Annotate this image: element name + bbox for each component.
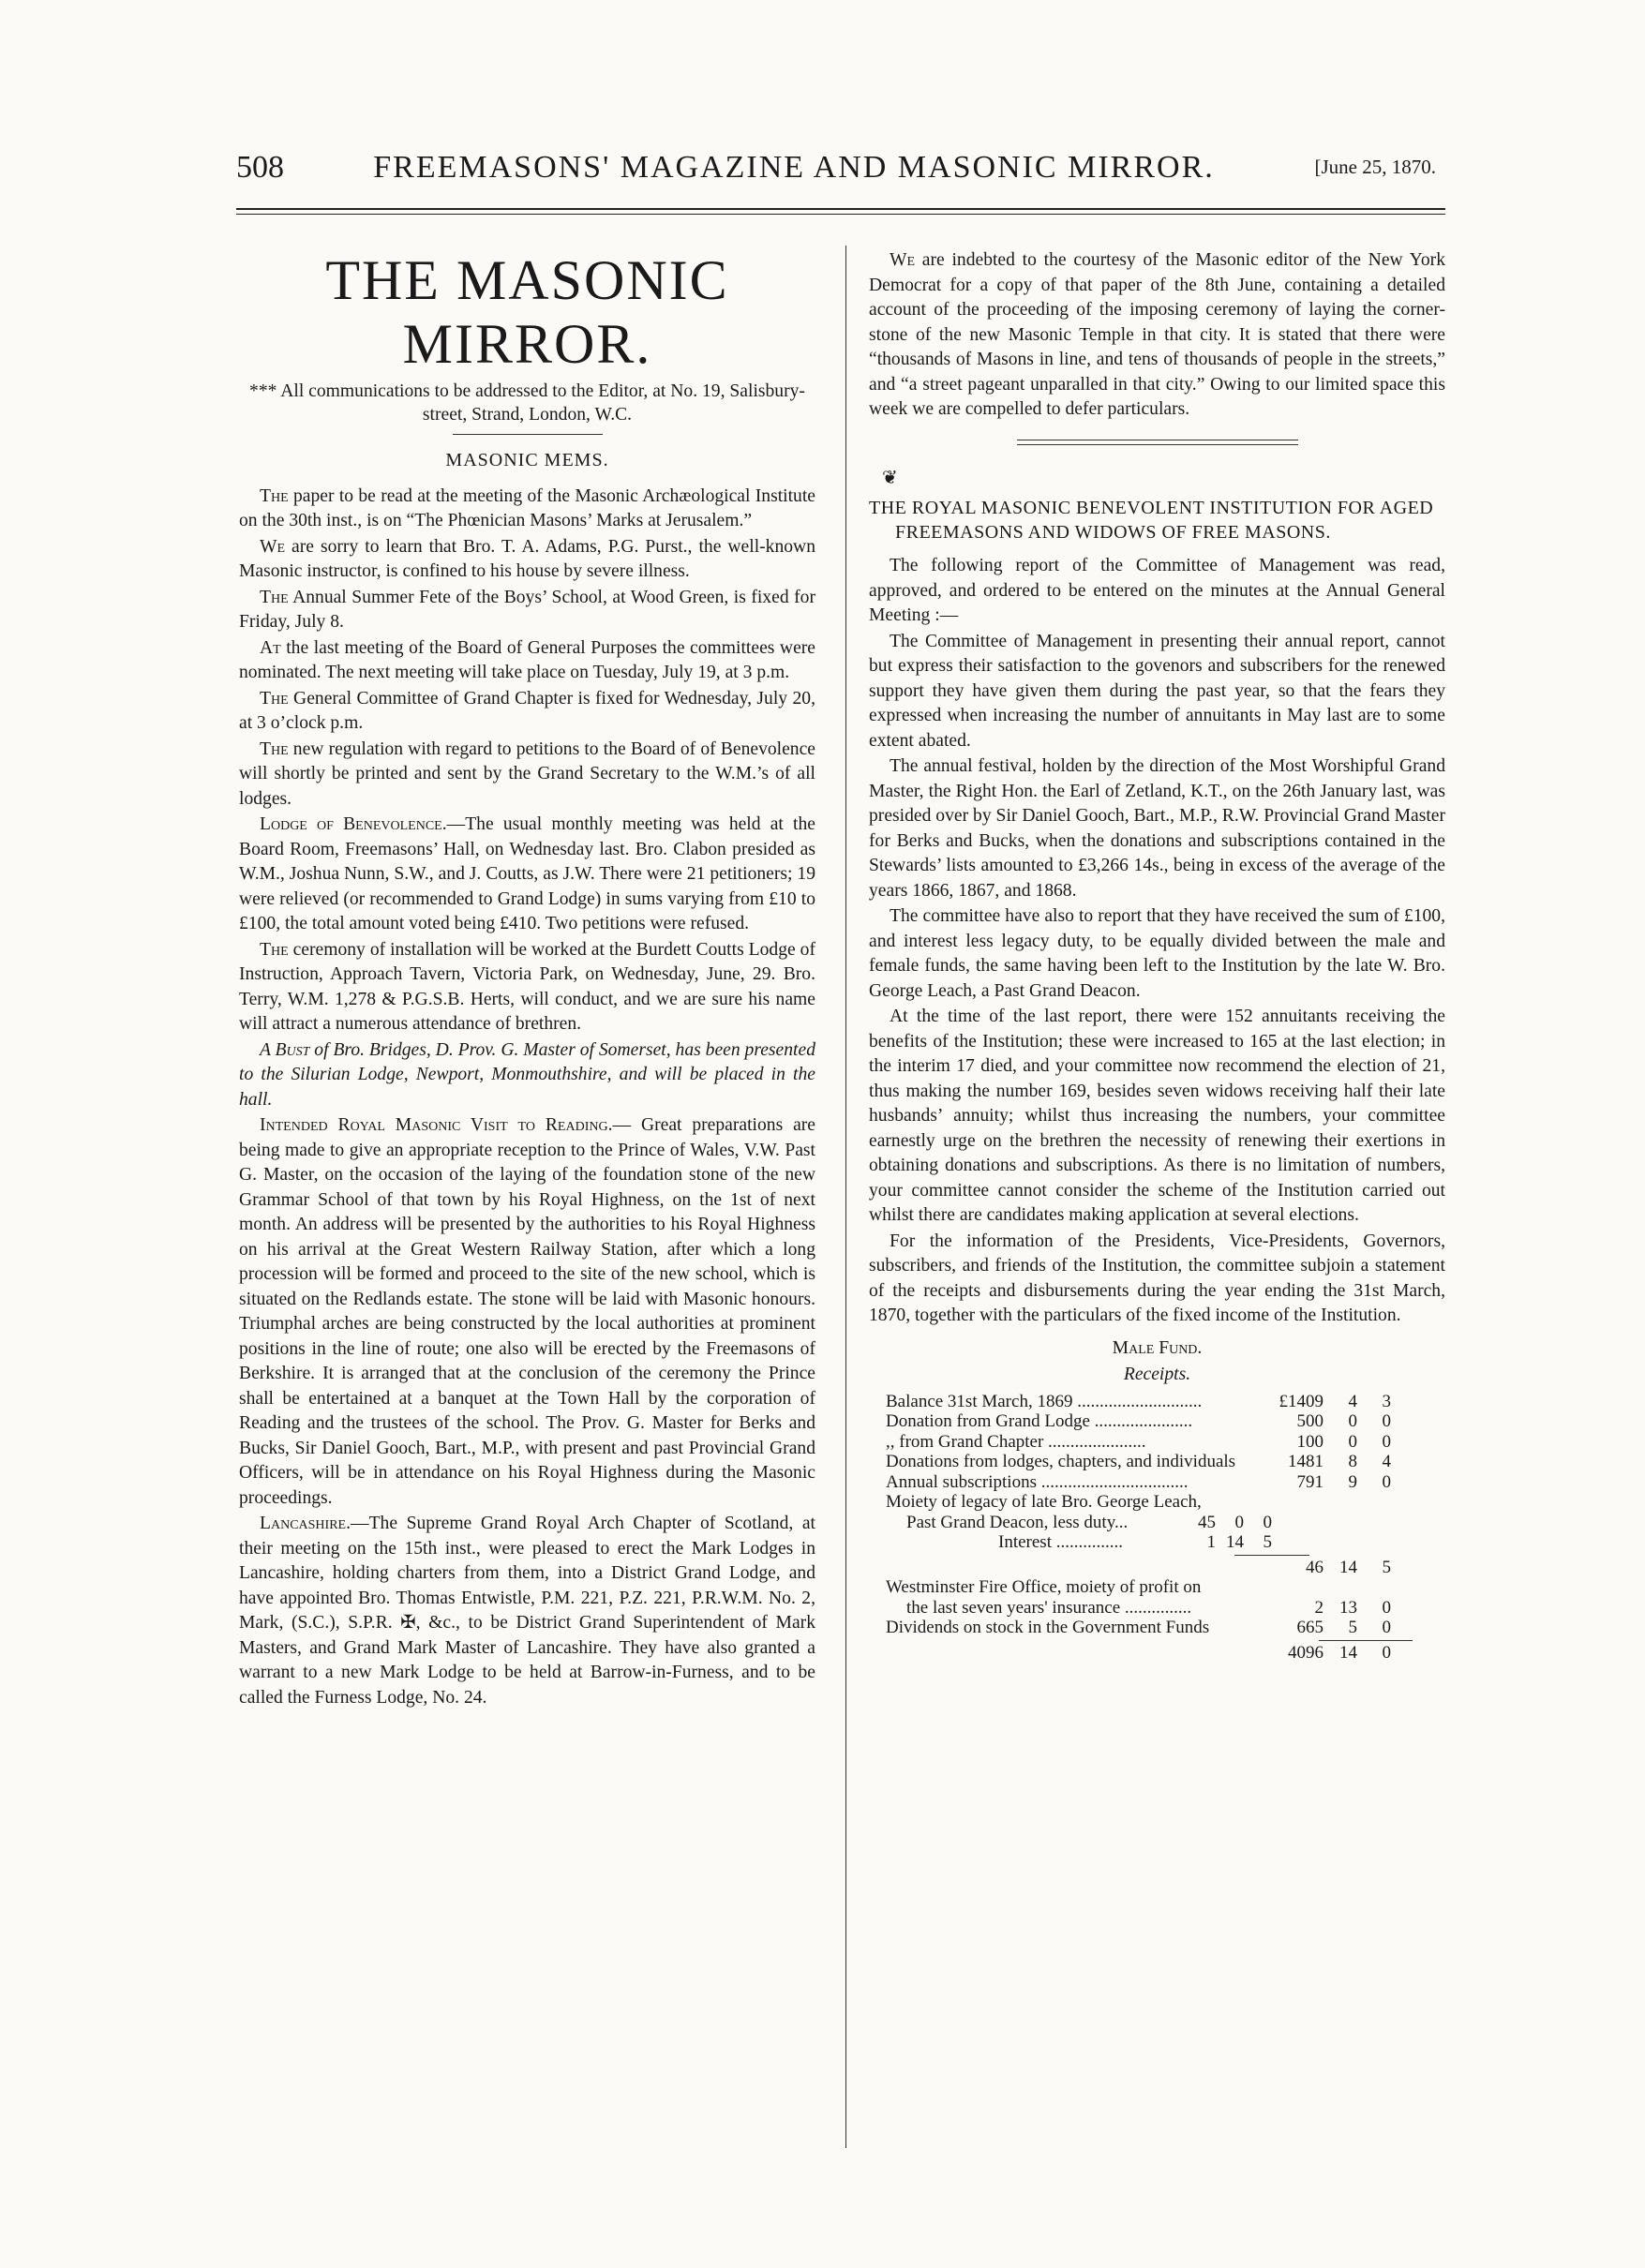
table-row: 46 14 5: [1306, 1557, 1391, 1577]
editor-paragraph: We are indebted to the courtesy of the Masonic editor of the New York Democrat for a copy of that paper of the 8th June, containing a detailed account of the proceeding of the imposing ceremony of laying the corner-stone of the new Masonic Temple in that city. It is stated that there were “thousands of Masons in line, and tens of thousands of people in the streets,” and “a street pageant unparalled in that city.” Owing to our limited space this week we are compelled to defer particulars.: [869, 250, 1445, 419]
table-row: the last seven years' insurance ............... 2 13 0: [906, 1597, 1391, 1618]
report-paragraph: The following report of the Committee of Management was read, approved, and ordered to be entered on the minutes at the Annual General Meeting :—: [869, 556, 1445, 625]
editor-note: *** All communications to be addressed to the Editor, at No. 19, Salisbury-street, Strand, London, W.C.: [249, 381, 805, 425]
mem-paragraph: At the last meeting of the Board of General Purposes the committees were nominated. The next meeting will take place on Tuesday, July 19, at 3 p.m.: [239, 637, 815, 682]
table-row: Donations from lodges, chapters, and individuals 1481 8 4: [886, 1452, 1391, 1471]
mem-paragraph: The Annual Summer Fete of the Boys’ School, at Wood Green, is fixed for Friday, July 8.: [239, 587, 815, 632]
running-head: [236, 150, 1436, 197]
mem-paragraph: The paper to be read at the meeting of the Masonic Archæological Institute on the 30th inst., is on “The Phœnician Masons’ Marks at Jerusalem.”: [239, 485, 815, 530]
report-paragraph: The annual festival, holden by the direction of the Most Worshipful Grand Master, the Right Hon. the Earl of Zetland, K.T., on the 26th January last, was presided over by Sir Daniel Gooch, Bart., M.P., R.W. Provincial Grand Master for Berks and Bucks, when the donations and subscriptions contained in the Stewards’ lists amounted to £3,266 14s., being in excess of the average of the years 1866, 1867, and 1868.: [869, 756, 1445, 901]
mem-paragraph: A Bust of Bro. Bridges, D. Prov. G. Master of Somerset, has been presented to the Silurian Lodge, Newport, Monmouthshire, and will be placed in the hall.: [239, 1039, 815, 1110]
report-paragraph: The committee have also to report that they have received the sum of £100, and interest less legacy duty, to be equally divided between the male and female funds, the same having been left to the Institution by the late W. Bro. George Leach, a Past Grand Deacon.: [869, 906, 1445, 1001]
column-divider: [845, 246, 846, 2148]
divider-rule: [1017, 440, 1298, 445]
accounts-table: [886, 1392, 1445, 1664]
fund-heading: Male Fund.: [1112, 1337, 1203, 1358]
magazine-title: FREEMASONS' MAGAZINE AND MASONIC MIRROR.: [373, 150, 1215, 185]
report-paragraph: For the information of the Presidents, Vice-Presidents, Governors, subscribers, and friends of the Institution, the committee subjoin a statement of the receipts and disbursements during the year ending the 31st March, 1870, together with the particulars of the fixed income of the Institution.: [869, 1231, 1445, 1325]
table-row: Balance 31st March, 1869 ............................ £1409 4 3: [886, 1391, 1391, 1411]
mem-paragraph: The General Committee of Grand Chapter is fixed for Wednesday, July 20, at 3 o’clock p.m.: [239, 688, 815, 733]
table-row: Donation from Grand Lodge ...................... 500 0 0: [886, 1411, 1391, 1431]
report-paragraph: At the time of the last report, there were 152 annuitants receiving the benefits of the Institution; these were increased to 165 at the last election; in the interim 17 died, and your committee now recommend the election of 21, thus making the number 169, besides seven widows receiving half their late husbands’ annuity; whilst thus increasing the numbers, your committee earnestly urge on the brethren the necessity of renewing their exertions in obtaining donations and subscriptions. As there is no limitation of numbers, your committee cannot consider the scheme of the Institution carried out whilst there are candidates making application at several elections.: [869, 1007, 1445, 1225]
table-row-total: 4096 14 0: [1288, 1642, 1391, 1663]
total-rule: [1319, 1640, 1413, 1641]
section-title: THE MASONIC MIRROR.: [325, 249, 729, 375]
mems-heading: MASONIC MEMS.: [445, 450, 609, 470]
table-row: ,, from Grand Chapter ...................... 100 0 0: [886, 1431, 1391, 1452]
page-number: 508: [236, 150, 284, 185]
mem-paragraph: Intended Royal Masonic Visit to Reading.— Great preparations are being made to give an appropriate reception to the Prince of Wales, V.W. Past G. Master, on the occasion of the laying of the foundation stone of the new Grammar School of that town by his Royal Highness, on the 1st of next month. An address will be presented by the authorities to his Royal Highness on his arrival at the Great Western Railway Station, after which a long procession will be formed and proceed to the site of the new school, which is situated on the Redlands estate. The stone will be laid with Masonic honours. Triumphal arches are being constructed by the local authorities at prominent positions in the line of route; one also will be erected by the Freemasons of Berkshire. It is arranged that at the conclusion of the ceremony the Prince shall be entertained at a banquet at the Town Hall by the corporation of Reading and the trustees of the school. The Prov. G. Master for Berks and Bucks, Sir Daniel Gooch, Bart., M.P., with present and past Provincial Grand Officers, will be in attendance on his Royal Highness during the Masonic proceedings.: [239, 1115, 816, 1508]
report-paragraph: The Committee of Management in presenting their annual report, cannot but express their satisfaction to the govenors and subscribers for the renewed support they have given them during the past year, so that the fears they expressed when increasing the number of annuitants in May last are to some extent abated.: [869, 631, 1445, 751]
divider-rule: [453, 434, 603, 435]
table-row: Interest ............... 1 14 5: [998, 1532, 1272, 1552]
header-rule-bottom: [236, 214, 1445, 215]
header-rule-top: [236, 208, 1445, 210]
institution-heading: THE ROYAL MASONIC BENEVOLENT INSTITUTION FOR AGED FREEMASONS AND WIDOWS OF FREE MASONS.: [869, 498, 1434, 543]
mem-paragraph: The new regulation with regard to petitions to the Board of of Benevolence will shortly be printed and sent by the Grand Secretary to the W.M.’s of all lodges.: [239, 739, 815, 809]
receipts-heading: Receipts.: [1123, 1365, 1191, 1384]
table-row: Past Grand Deacon, less duty... 45 0 0: [906, 1512, 1272, 1532]
left-column: [239, 248, 815, 1711]
issue-date: [June 25, 1870.: [1314, 156, 1436, 178]
mem-paragraph: The ceremony of installation will be worked at the Burdett Coutts Lodge of Instruction, Approach Tavern, Victoria Park, on Wednesday, June, 29. Bro. Terry, W.M. 1,278 & P.G.S.B. Herts, will conduct, and we are sure his name will attract a numerous attendance of brethren.: [239, 939, 815, 1034]
fleuron-icon: ❦: [882, 467, 898, 488]
table-row: Dividends on stock in the Government Funds 665 5 0: [886, 1618, 1391, 1637]
right-column: [869, 248, 1445, 1663]
subtotal-rule: [1234, 1555, 1309, 1556]
mem-paragraph: Lancashire.—The Supreme Grand Royal Arch Chapter of Scotland, at their meeting on the 15th inst., were pleased to erect the Mark Lodges in Lancashire, holding charters from them, into a District Grand Lodge, and have appointed Bro. Thomas Entwistle, P.M. 221, P.Z. 221, P.R.W.M. No. 2, Mark, (S.C.), S.P.R. ✠, &c., to be District Grand Superintendent of Mark Masters, and Grand Mark Master of Lancashire. They have also granted a warrant to a new Mark Lodge to be held at Barrow-in-Furness, and to be called the Furness Lodge, No. 24.: [239, 1514, 815, 1708]
mem-paragraph: Lodge of Benevolence.—The usual monthly meeting was held at the Board Room, Freemasons’ Hall, on Wednesday last. Bro. Clabon presided as W.M., Joshua Nunn, S.W., and J. Coutts, as J.W. There were 21 petitioners; 19 were relieved (or recommended to Grand Lodge) in sums varying from £10 to £100, the total amount voted being £410. Two petitions were refused.: [239, 814, 815, 933]
table-row: Annual subscriptions ................................. 791 9 0: [886, 1471, 1391, 1492]
table-row: Westminster Fire Office, moiety of profit on: [886, 1577, 1202, 1597]
table-row: Moiety of legacy of late Bro. George Leach,: [886, 1492, 1202, 1512]
mem-paragraph: We are sorry to learn that Bro. T. A. Adams, P.G. Purst., the well-known Masonic instructor, is confined to his house by severe illness.: [239, 536, 815, 581]
